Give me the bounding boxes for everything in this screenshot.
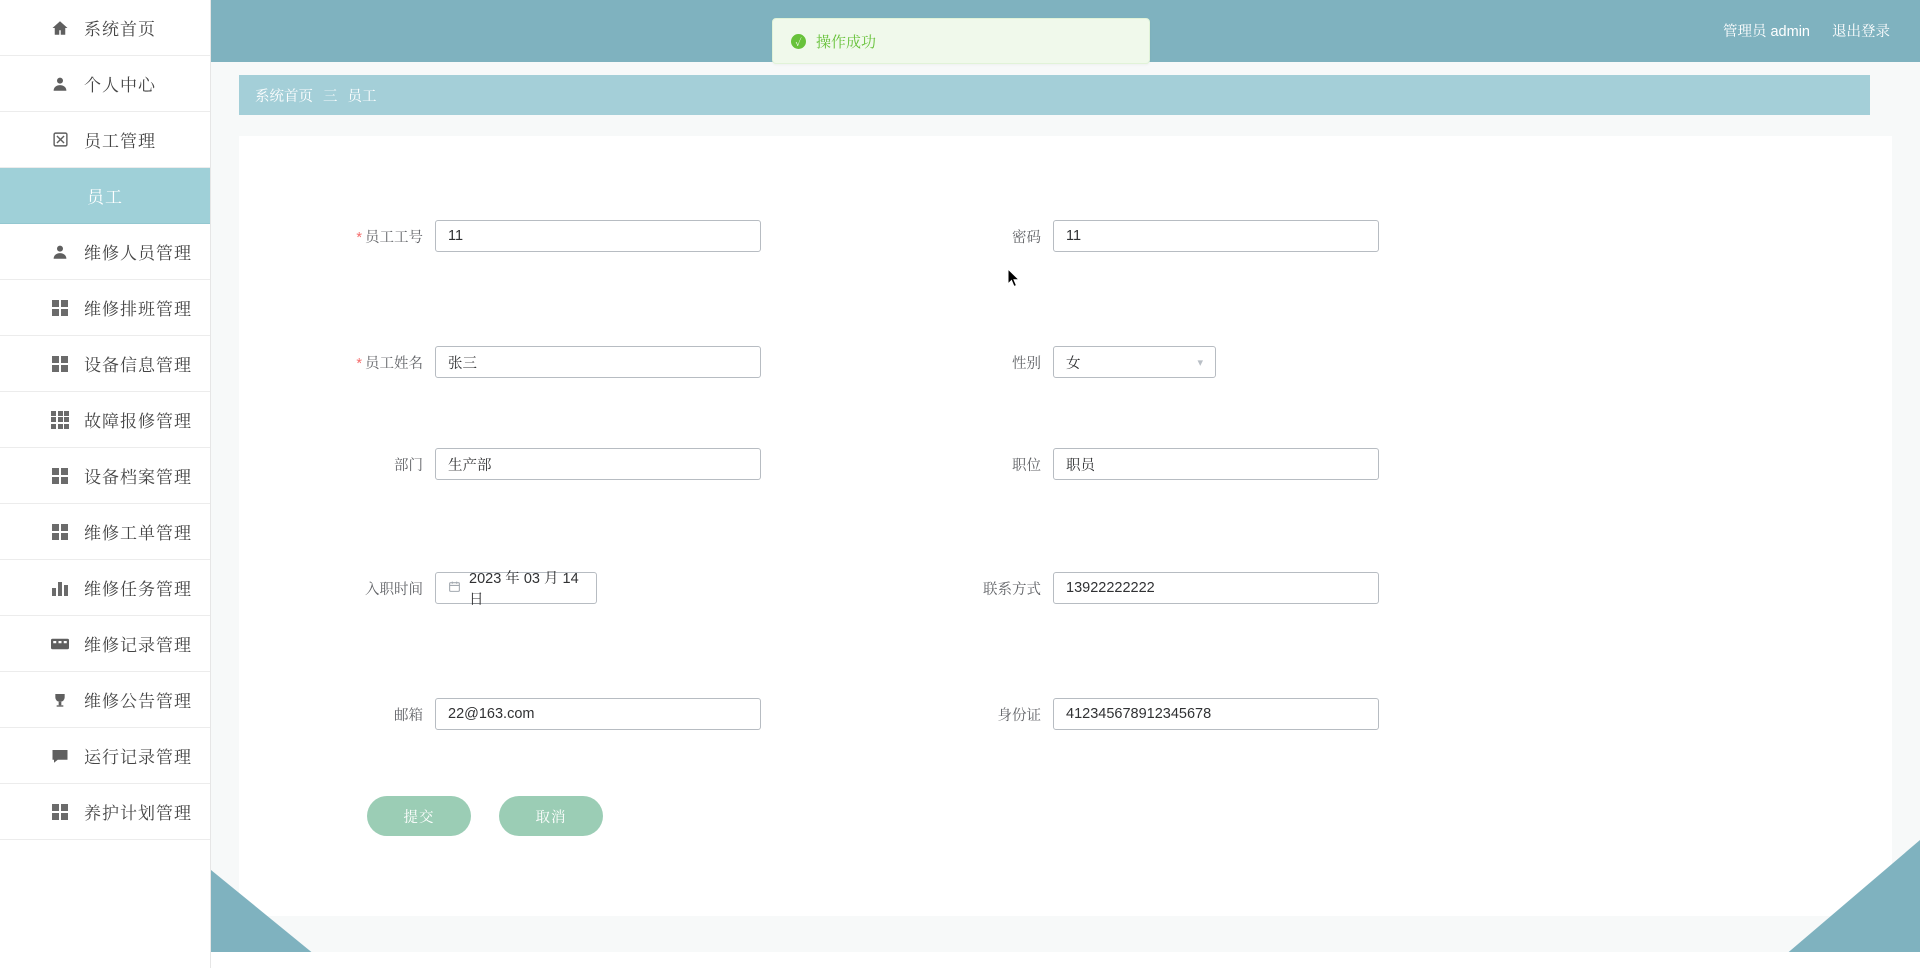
form-row (239, 220, 1619, 266)
field-label: 部门 (394, 457, 423, 474)
grid4-icon (50, 802, 70, 822)
breadcrumb-home[interactable]: 系统首页 (255, 88, 313, 105)
field-label: * 员工工号 (356, 229, 423, 246)
field-department (339, 448, 761, 480)
grid9-icon (50, 410, 70, 430)
sidebar (0, 0, 211, 968)
field-email (339, 698, 761, 730)
sidebar-item-label: 养护计划管理 (84, 804, 192, 823)
emp-no-input[interactable]: 11 (435, 220, 761, 252)
user-icon (50, 242, 70, 262)
position-input[interactable]: 职员 (1053, 448, 1379, 480)
success-toast (772, 18, 1150, 64)
sidebar-item-label: 维修记录管理 (84, 636, 192, 655)
grid4-icon (50, 522, 70, 542)
form-actions (367, 796, 603, 836)
required-star: * (356, 355, 362, 372)
sidebar-item-device-archive-management[interactable] (0, 448, 210, 504)
sidebar-item-fault-report-management[interactable] (0, 392, 210, 448)
toast-message: 操作成功 (816, 33, 877, 51)
field-label: 邮箱 (394, 707, 423, 724)
breadcrumb-separator: 三 (323, 88, 338, 105)
cancel-button[interactable]: 取消 (499, 796, 603, 836)
sidebar-item-repair-staff-management[interactable] (0, 224, 210, 280)
sidebar-item-repair-notice-management[interactable] (0, 672, 210, 728)
calendar-icon (448, 580, 461, 596)
submit-button[interactable]: 提交 (367, 796, 471, 836)
check-circle-icon: ✓ (791, 34, 806, 49)
field-emp-name (339, 346, 761, 378)
sidebar-item-employee-management[interactable] (0, 112, 210, 168)
chevron-down-icon: ▾ (1197, 356, 1203, 369)
field-contact (957, 572, 1379, 604)
hire-date-input[interactable] (435, 571, 597, 608)
sidebar-item-label: 运行记录管理 (84, 748, 192, 767)
grid4-icon (50, 298, 70, 318)
sidebar-item-label: 维修公告管理 (84, 692, 192, 711)
sidebar-item-label: 员工 (87, 188, 123, 207)
email-input[interactable]: 22@163.com (435, 698, 761, 730)
hire-date-value: 2023 年 03 月 14 日 (469, 571, 579, 608)
form-row (239, 572, 1619, 618)
department-input[interactable]: 生产部 (435, 448, 761, 480)
sidebar-item-label: 个人中心 (84, 76, 156, 95)
sidebar-item-device-info-management[interactable] (0, 336, 210, 392)
contact-input[interactable]: 13922222222 (1053, 572, 1379, 604)
field-label: 密码 (1012, 229, 1041, 246)
id-card-icon (50, 130, 70, 150)
breadcrumb-current: 员工 (347, 88, 377, 105)
sidebar-item-label: 维修人员管理 (84, 244, 192, 263)
required-star: * (356, 229, 362, 246)
gender-select[interactable] (1053, 346, 1216, 378)
field-emp-no (339, 220, 761, 252)
home-icon (50, 18, 70, 38)
sidebar-item-label: 设备信息管理 (84, 356, 192, 375)
sidebar-item-operation-log-management[interactable] (0, 728, 210, 784)
field-label: 联系方式 (983, 581, 1041, 598)
trophy-icon (50, 690, 70, 710)
password-input[interactable]: 11 (1053, 220, 1379, 252)
form-row (239, 346, 1619, 392)
comment-icon (50, 746, 70, 766)
sidebar-item-label: 设备档案管理 (84, 468, 192, 487)
bars-icon (50, 578, 70, 598)
sidebar-item-system-home[interactable] (0, 0, 210, 56)
field-label: 入职时间 (365, 581, 423, 598)
field-password (957, 220, 1379, 252)
gender-selected-value: 女 (1066, 355, 1081, 372)
sidebar-item-label: 维修任务管理 (84, 580, 192, 599)
sidebar-item-repair-record-management[interactable] (0, 616, 210, 672)
employee-form (239, 136, 1892, 916)
admin-label[interactable]: 管理员 admin (1722, 24, 1810, 40)
film-icon (50, 634, 70, 654)
user-icon (50, 74, 70, 94)
field-label: * 员工姓名 (356, 355, 423, 372)
form-row (239, 698, 1619, 744)
field-label: 身份证 (997, 707, 1041, 724)
sidebar-item-repair-task-management[interactable] (0, 560, 210, 616)
content-area (211, 62, 1920, 968)
grid4-icon (50, 466, 70, 486)
id-card-input[interactable]: 412345678912345678 (1053, 698, 1379, 730)
logout-button[interactable]: 退出登录 (1832, 24, 1890, 40)
emp-name-input[interactable]: 张三 (435, 346, 761, 378)
field-label: 职位 (1012, 457, 1041, 474)
field-hire-date (339, 571, 597, 608)
breadcrumb (239, 75, 1870, 115)
field-id-card (957, 698, 1379, 730)
header-user-area (1723, 20, 1890, 41)
sidebar-item-employee[interactable] (0, 168, 210, 224)
sidebar-item-repair-workorder-management[interactable] (0, 504, 210, 560)
sidebar-item-personal-center[interactable] (0, 56, 210, 112)
sidebar-item-label: 员工管理 (84, 132, 156, 151)
field-position (957, 448, 1379, 480)
sidebar-item-label: 故障报修管理 (84, 412, 192, 431)
sidebar-item-maintenance-plan-management[interactable] (0, 784, 210, 840)
field-gender (957, 346, 1216, 378)
sidebar-item-label: 维修工单管理 (84, 524, 192, 543)
sidebar-item-label: 维修排班管理 (84, 300, 192, 319)
bottom-strip (211, 952, 1920, 968)
form-row (239, 448, 1619, 494)
grid4-icon (50, 354, 70, 374)
sidebar-item-repair-schedule-management[interactable] (0, 280, 210, 336)
sidebar-item-label: 系统首页 (84, 20, 156, 39)
field-label: 性别 (1012, 355, 1041, 372)
